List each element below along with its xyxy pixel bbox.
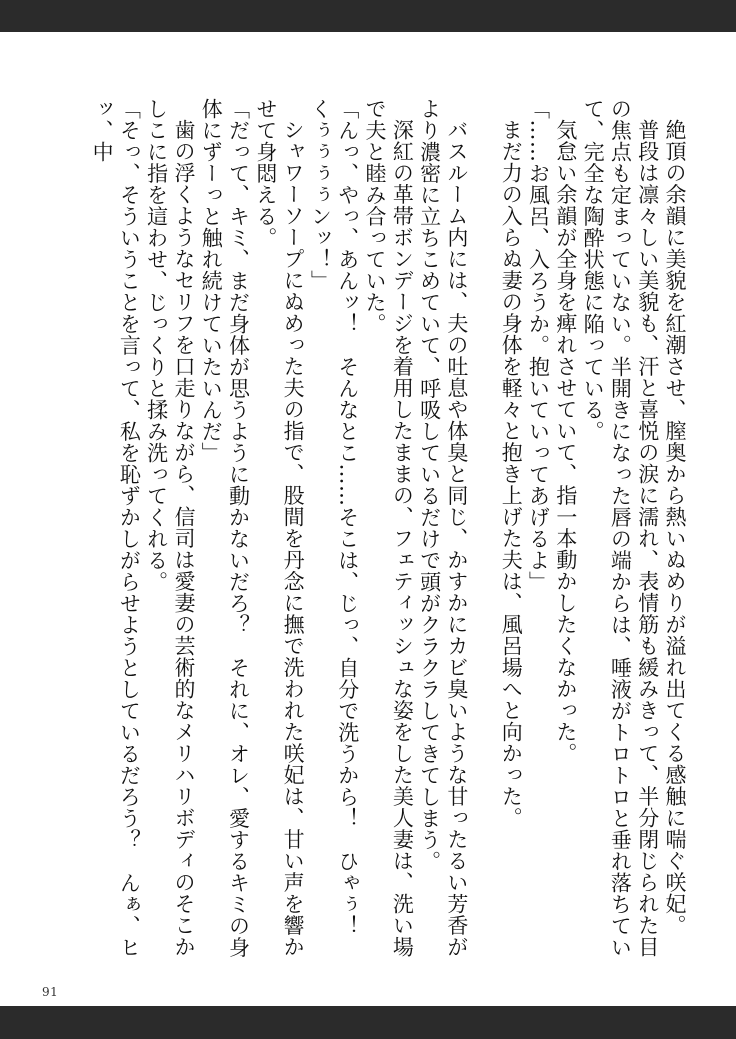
paragraph: 深紅の革帯ボンデージを着用したままの、フェティッシュな姿をした美人妻は、洗い場で夫と睦み合っていた。 — [363, 98, 415, 958]
paragraph: 気怠い余韻が全身を痺れさせていて、指一本動かしたくなかった。 — [553, 119, 578, 764]
vertical-text-body — [58, 98, 688, 978]
dialogue-line: 「そっ、そういうことを言って、私を恥ずかしがらせようとしているだろう？ んぁ、ヒッ、中 — [90, 98, 142, 958]
dialogue-line: 「だって、キミ、まだ身体が思うように動かないだろ？ それに、オレ、愛するキミの身体にずーっと触れ続けていたいんだ」 — [199, 98, 251, 958]
dialogue-line: 「……お風呂、入ろうか。抱いていってあげるよ」 — [526, 98, 551, 593]
paragraph: バスルーム内には、夫の吐息や体臭と同じ、かすかにカビ臭いような甘ったるい芳香がより濃密に立ちこめていて、呼吸しているだけで頭がクラクラしてきてしまう。 — [417, 98, 469, 958]
paragraph: 絶頂の余韻に美貌を紅潮させ、膣奥から熱いぬめりが溢れ出てくる感触に喘ぐ咲妃。 — [663, 119, 687, 936]
paragraph: シャワーソープにぬめった夫の指で、股間を丹念に撫で洗われた咲妃は、甘い声を響かせて身悶える。 — [253, 98, 306, 958]
paragraph: 普段は凛々しい美貌も、汗と喜悦の涙に濡れ、表情筋も緩みきって、半分閉じられた目の焦点も定まっていない。半開きになった唇の端からは、唾液がトロトロと垂れ落ちていて、完全な陶酔状態に陥っている。 — [581, 98, 660, 958]
scene-break — [470, 98, 497, 978]
page-number: 91 — [42, 985, 59, 999]
paragraph: 歯の浮くようなセリフを口走りながら、信司は愛妻の芸術的なメリハリボディのそこかしこに指を這わせ、じっくりと揉み洗ってくれる。 — [144, 98, 196, 958]
dialogue-line: 「んっ、やっ、あんッ！ そんなとこ……そこは、じっ、自分で洗うから！ ひゃぅ！ くぅぅぅぅンッ！」 — [308, 98, 360, 958]
top-bar — [0, 0, 736, 32]
bottom-bar — [0, 1006, 736, 1039]
paragraph: まだ力の入らぬ妻の身体を軽々と抱き上げた夫は、風呂場へと向かった。 — [499, 119, 524, 829]
